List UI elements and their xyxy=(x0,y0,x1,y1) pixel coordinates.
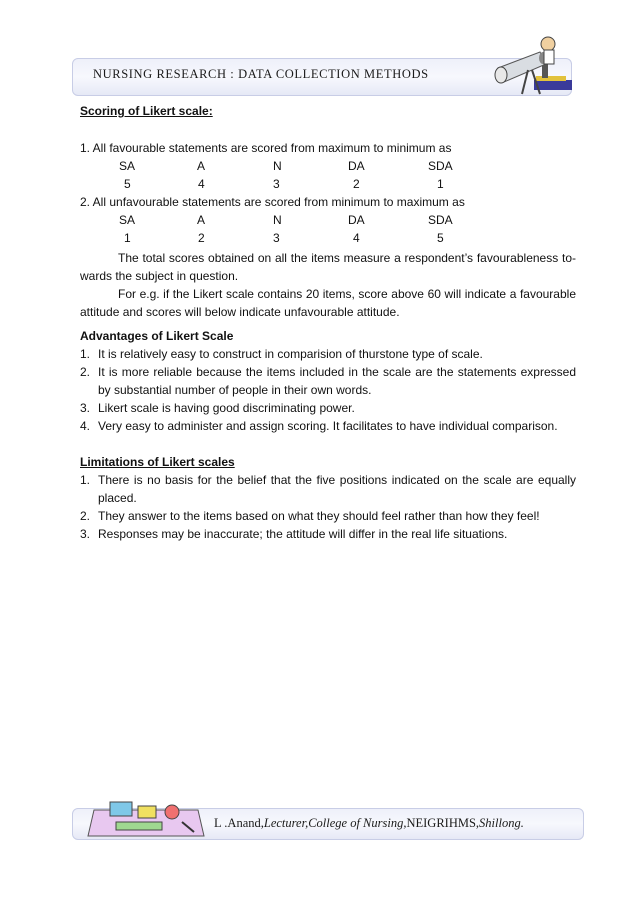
advantages-heading: Advantages of Likert Scale xyxy=(80,329,234,343)
item-text: They answer to the items based on what they should feel rather than how they feel! xyxy=(98,509,540,523)
scoring-paragraph: For e.g. if the Likert scale contains 20 items, score above 60 will indicate a favourable attitude and scores will below indicate unfavourable attitude. xyxy=(80,287,576,319)
list-item xyxy=(80,471,576,507)
scale-score: 2 xyxy=(353,177,360,191)
footer-author: L .Anand, xyxy=(214,816,264,830)
scale-score: 3 xyxy=(273,177,280,191)
scale-score: 3 xyxy=(273,231,280,245)
item-text: Very easy to administer and assign scoring. It facilitates to have individual comparison. xyxy=(98,419,558,433)
list-item xyxy=(80,363,576,399)
scale-label: SDA xyxy=(428,213,453,227)
scale-label: N xyxy=(273,213,282,227)
limitations-list xyxy=(80,471,576,543)
favourable-intro: 1. All favourable statements are scored from maximum to minimum as xyxy=(80,141,452,155)
scale-score: 4 xyxy=(198,177,205,191)
scale-score: 1 xyxy=(124,231,131,245)
unfavourable-intro: 2. All unfavourable statements are scored from minimum to maximum as xyxy=(80,195,465,209)
scoring-paragraph: The total scores obtained on all the items measure a respondent’s favourableness to-wards the subject in question. xyxy=(80,251,576,283)
item-number: 2. xyxy=(80,365,91,379)
scale-label: SDA xyxy=(428,159,453,173)
scale-label: N xyxy=(273,159,282,173)
item-number: 2. xyxy=(80,509,91,523)
footer-city: Shillong. xyxy=(479,816,524,830)
item-text: It is relatively easy to construct in comparision of thurstone type of scale. xyxy=(98,347,483,361)
item-number: 1. xyxy=(80,347,91,361)
unfavourable-scores-row xyxy=(80,229,576,247)
footer-institution: NEIGRIHMS, xyxy=(406,816,480,830)
item-text: Likert scale is having good discriminating power. xyxy=(98,401,355,415)
scale-label: SA xyxy=(119,159,136,173)
list-item xyxy=(80,345,576,363)
scale-score: 5 xyxy=(437,231,444,245)
item-text: There is no basis for the belief that the five positions indicated on the scale are equally placed. xyxy=(98,473,576,505)
scale-label: DA xyxy=(348,159,365,173)
telescope-icon xyxy=(488,30,578,102)
scale-score: 2 xyxy=(198,231,205,245)
limitations-heading: Limitations of Likert scales xyxy=(80,455,235,469)
item-text: Responses may be inaccurate; the attitude will differ in the real life situations. xyxy=(98,527,508,541)
list-item xyxy=(80,507,576,525)
page-content xyxy=(80,102,576,543)
scale-label: DA xyxy=(348,213,365,227)
scale-label: SA xyxy=(119,213,136,227)
item-number: 4. xyxy=(80,419,91,433)
page-header-title: NURSING RESEARCH : DATA COLLECTION METHODS xyxy=(93,67,429,81)
scale-score: 5 xyxy=(124,177,131,191)
favourable-scores-row xyxy=(80,175,576,193)
scale-label: A xyxy=(197,213,206,227)
item-text: It is more reliable because the items included in the scale are the statements expressed by substantial number of people in their own words. xyxy=(98,365,576,397)
scale-labels-row xyxy=(80,211,576,229)
scale-score: 1 xyxy=(437,177,444,191)
list-item xyxy=(80,417,576,435)
scale-score: 4 xyxy=(353,231,360,245)
item-number: 3. xyxy=(80,527,91,541)
footer-role: Lecturer,College of Nursing, xyxy=(263,816,407,830)
item-number: 3. xyxy=(80,401,91,415)
list-item xyxy=(80,399,576,417)
advantages-list xyxy=(80,345,576,435)
scale-labels-row xyxy=(80,157,576,175)
footer-attribution xyxy=(214,816,524,831)
desk-clipart-icon xyxy=(86,798,206,842)
scoring-heading: Scoring of Likert scale: xyxy=(80,104,213,118)
scale-label: A xyxy=(197,159,206,173)
list-item xyxy=(80,525,576,543)
item-number: 1. xyxy=(80,473,91,487)
